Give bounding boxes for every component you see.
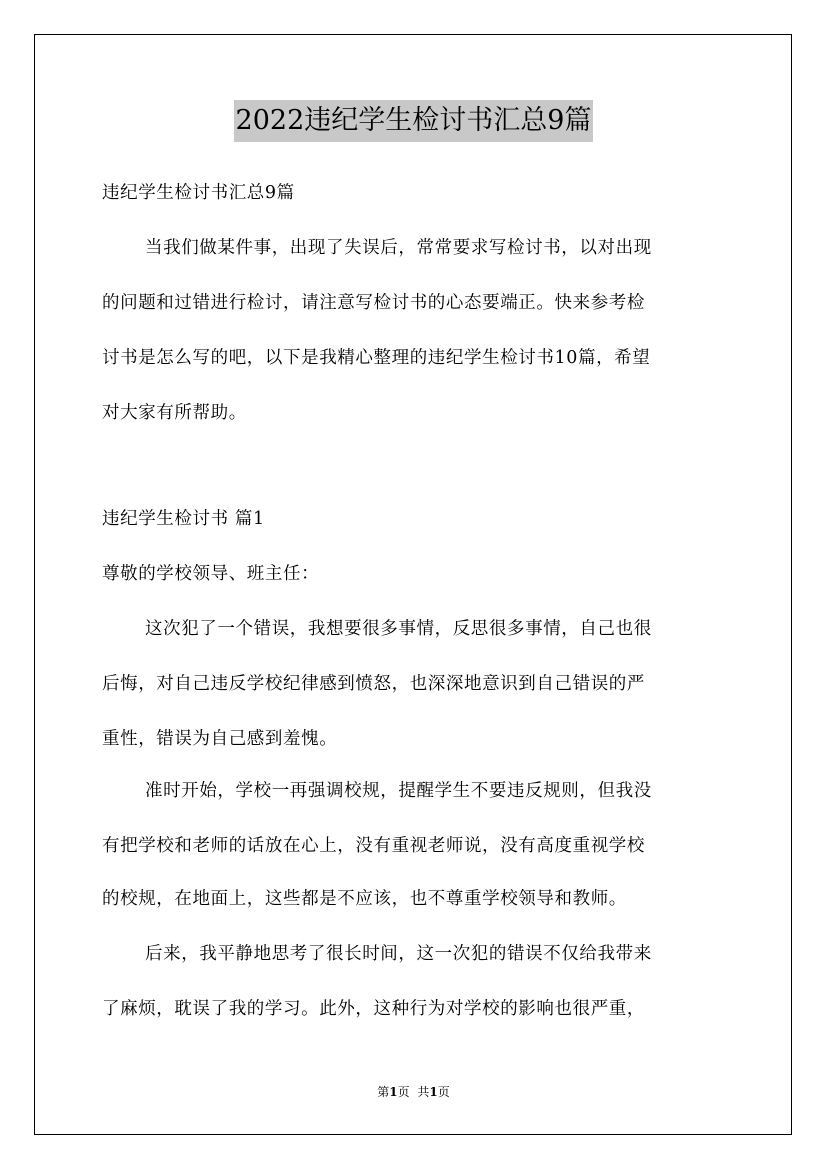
paragraph2-line-1: 准时开始，学校一再强调校规，提醒学生不要违反规则，但我没: [145, 781, 652, 801]
paragraph3-line-2: 了麻烦，耽误了我的学习。此外，这种行为对学校的影响也很严重，: [102, 999, 645, 1019]
document-subtitle: 违纪学生检讨书汇总9篇: [102, 183, 295, 203]
intro-line-2: 的问题和过错进行检讨，请注意写检讨书的心态要端正。快来参考检: [102, 293, 645, 313]
salutation: 尊敬的学校领导、班主任：: [102, 564, 320, 584]
footer-page-prefix: 第: [377, 1085, 390, 1099]
footer-total-suffix: 页: [437, 1085, 450, 1099]
title-container: [0, 100, 827, 142]
paragraph1-line-2: 后悔，对自己违反学校纪律感到愤怒，也深深地意识到自己错误的严: [102, 674, 645, 694]
intro-line-3: 讨书是怎么写的吧，以下是我精心整理的违纪学生检讨书10篇，希望: [102, 348, 651, 368]
page-footer: [0, 1084, 827, 1100]
document-title: 2022违纪学生检讨书汇总9篇: [234, 100, 594, 142]
footer-page-number: 1: [389, 1085, 398, 1099]
intro-line-4: 对大家有所帮助。: [102, 403, 247, 423]
intro-line-1: 当我们做某件事，出现了失误后，常常要求写检讨书，以对出现: [145, 238, 652, 258]
paragraph3-line-1: 后来，我平静地思考了很长时间，这一次犯的错误不仅给我带来: [145, 944, 652, 964]
section-heading: 违纪学生检讨书 篇1: [102, 509, 265, 529]
footer-page-suffix: 页: [397, 1085, 410, 1099]
paragraph2-line-2: 有把学校和老师的话放在心上，没有重视老师说，没有高度重视学校: [102, 836, 645, 856]
footer-total-prefix: 共: [417, 1085, 430, 1099]
paragraph1-line-3: 重性，错误为自己感到羞愧。: [102, 729, 338, 749]
paragraph2-line-3: 的校规，在地面上，这些都是不应该，也不尊重学校领导和教师。: [102, 889, 627, 909]
footer-total-pages: 1: [429, 1085, 438, 1099]
paragraph1-line-1: 这次犯了一个错误，我想要很多事情，反思很多事情，自己也很: [145, 619, 652, 639]
